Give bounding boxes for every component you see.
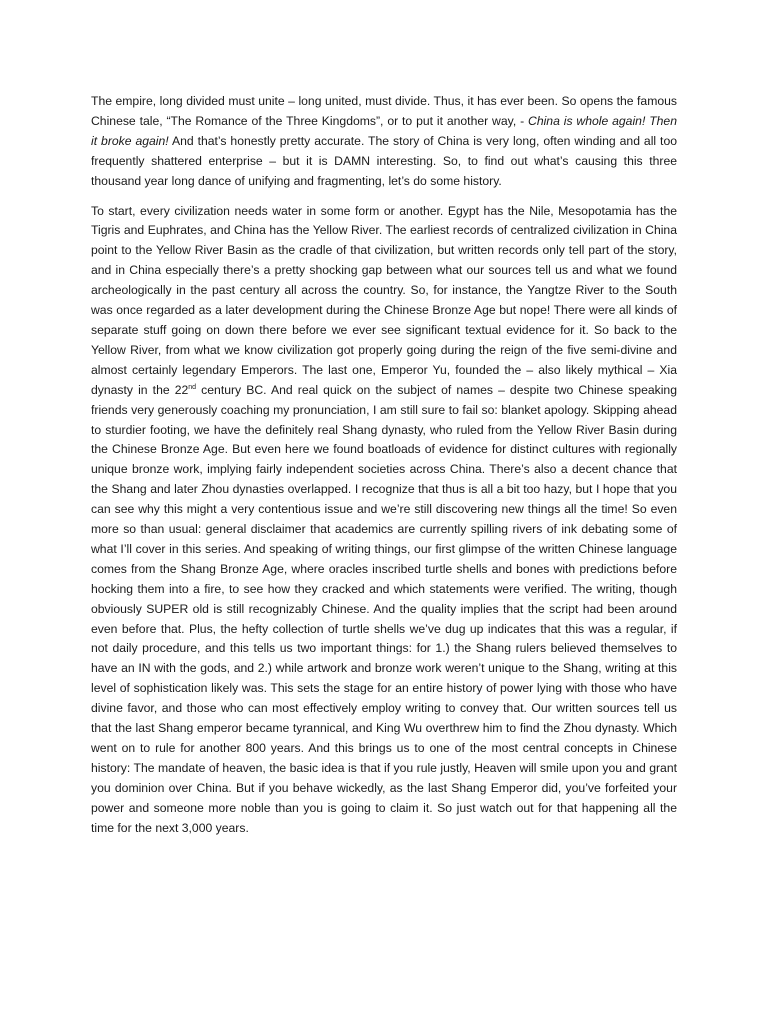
document-page bbox=[91, 92, 677, 849]
ordinal-superscript: nd bbox=[188, 383, 197, 391]
paragraph-2-text-b: century BC. And real quick on the subject of names – despite two Chinese speaking friends very generously coaching my pronunciation, I am still sure to fail so: blanket apology. Skipping ahead to sturdier footing, we have the definitely real Shang dynasty, who ruled from the Yellow River Basin during the Chinese Bronze Age. But even here we found boatloads of evidence for distinct cultures with regionally unique bronze work, implying fairly independent societies across China. There’s also a decent chance that the Shang and later Zhou dynasties overlapped. I recognize that thus is all a bit too hazy, but I hope that you can see why this might a very contentious issue and we’re still discovering new things all the time! So even more so than usual: general disclaimer that academics are currently spilling rivers of ink debating some of what I’ll cover in this series. And speaking of writing things, our first glimpse of the written Chinese language comes from the Shang Bronze Age, where oracles inscribed turtle shells and bones with predictions before hocking them into a fire, to see how they cracked and which statements were verified. The writing, though obviously SUPER old is still recognizably Chinese. And the quality implies that the script had been around even before that. Plus, the hefty collection of turtle shells we’ve dug up indicates that this was a regular, if not daily procedure, and this tells us two important things: for 1.) the Shang rulers believed themselves to have an IN with the gods, and 2.) while artwork and bronze work weren’t unique to the Shang, writing at this level of sophistication likely was. This sets the stage for an entire history of power lying with those who have divine favor, and those who can most effectively employ writing to convey that. Our written sources tell us that the last Shang emperor became tyrannical, and King Wu overthrew him to find the Zhou dynasty. Which went on to rule for another 800 years. And this brings us to one of the most central concepts in Chinese history: The mandate of heaven, the basic idea is that if you rule justly, Heaven will smile upon you and grant you dominion over China. But if you behave wickedly, as the last Shang Emperor did, you’ve forfeited your power and someone more noble than you is going to claim it. So just watch out for that happening all the time for the next 3,000 years. bbox=[91, 382, 677, 835]
paragraph-2 bbox=[91, 202, 677, 839]
paragraph-2-text-a: To start, every civilization needs water in some form or another. Egypt has the Nile, Mesopotamia has the Tigris and Euphrates, and China has the Yellow River. The earliest records of centralized civilization in China point to the Yellow River Basin as the cradle of that civilization, but written records only tell part of the story, and in China especially there’s a pretty shocking gap between what our sources tell us and what we found archeologically in the past century all across the country. So, for instance, the Yangtze River to the South was once regarded as a later development during the Chinese Bronze Age but nope! There were all kinds of separate stuff going on down there before we ever see significant textual evidence for it. So back to the Yellow River, from what we know civilization got properly going during the reign of the five semi-divine and almost certainly legendary Emperors. The last one, Emperor Yu, founded the – also likely mythical – Xia dynasty in the 22 bbox=[91, 203, 677, 397]
paragraph-1 bbox=[91, 92, 677, 192]
paragraph-1-text-a: The empire, long divided must unite – long united, must divide. Thus, it has ever been. So opens the famous Chinese tale, “The Romance of the Three Kingdoms”, or to put it another way, - bbox=[91, 94, 677, 128]
paragraph-1-text-b: And that’s honestly pretty accurate. The story of China is very long, often winding and all too frequently shattered enterprise – but it is DAMN interesting. So, to find out what’s causing this three thousand year long dance of unifying and fragmenting, let’s do some history. bbox=[91, 133, 677, 188]
paragraph-1-italic-quote: China is whole again! Then it broke again! bbox=[91, 113, 677, 148]
